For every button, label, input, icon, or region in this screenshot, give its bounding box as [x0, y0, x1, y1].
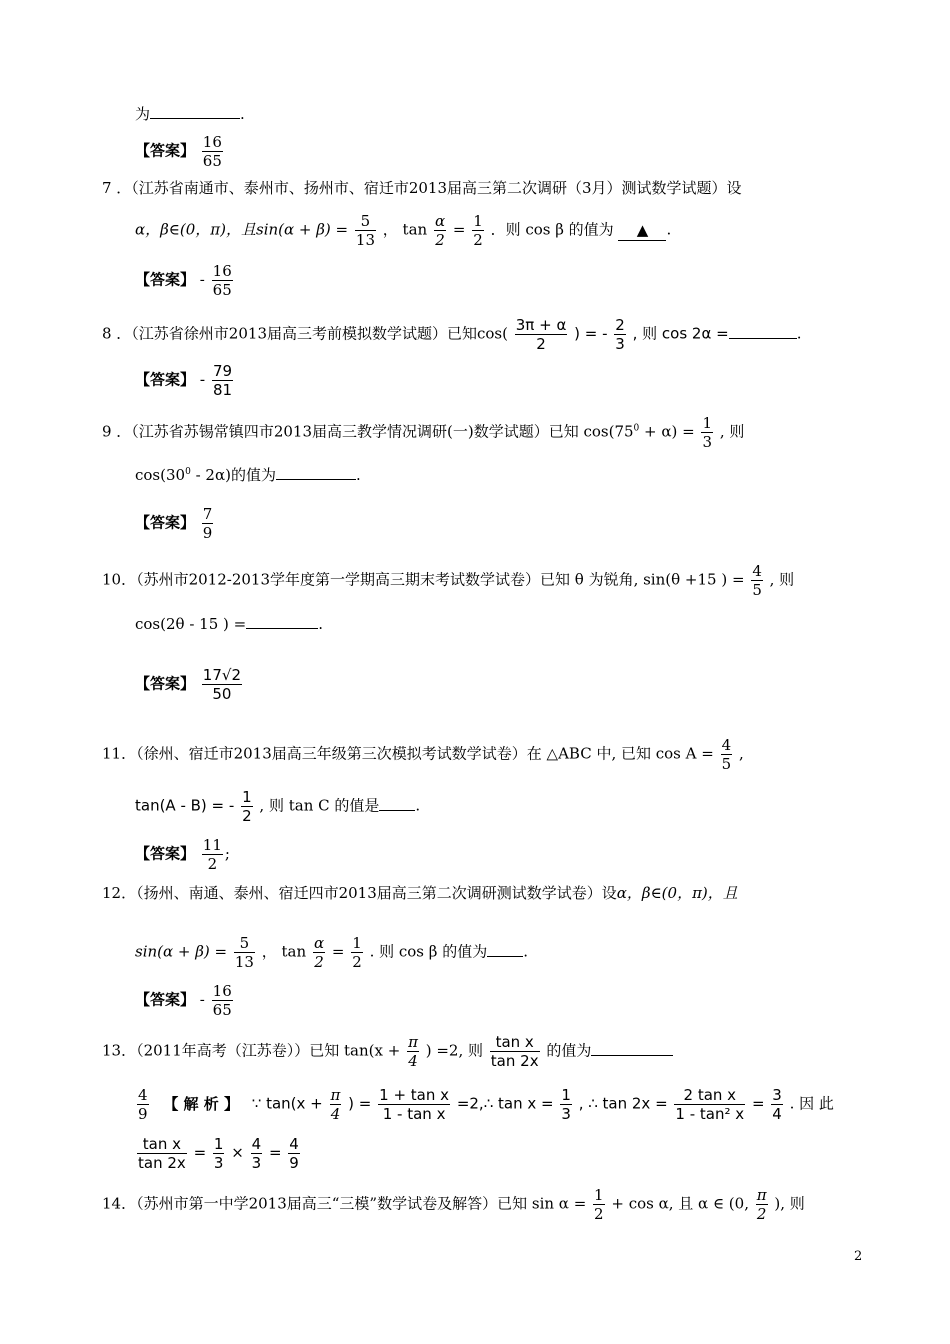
question-11-body: tan(A - B) = - $\frac{1}{2}$ , 则 tan C 的值是 . — [135, 788, 421, 825]
page-number: 2 — [854, 1249, 863, 1264]
question-8: 8 ．（江苏省徐州市2013届高三考前模拟数学试题）已知cos( $\frac{3\pi + \alpha}{2}$ ) = - $\frac{2}{3}$ , 则 cos 2α = . — [102, 316, 802, 353]
answer-12: 【答案】 - $\frac{16}{65}$ — [135, 982, 232, 1019]
answer-8: 【答案】 - $\frac{79}{81}$ — [135, 362, 233, 399]
answer-top: 【答案】 $\frac{16}{65}$ — [135, 133, 222, 170]
top-line: 为 . — [135, 105, 245, 123]
solution-13-line1: $\frac{4}{9}$ 【 解 析 】 ∵ tan(x + $\frac{\pi}{4}$ ) = $\frac{\text{1 + tan x}}{\text{1 - tan x}}$ =2,∴ tan x = $\frac{1}{3}$ , ∴ tan 2x = $\frac{\text{2 tan x}}{\text{1 - tan² x}}$ = $\frac{3}{4}$ . 因 此 — [138, 1086, 834, 1123]
question-10-body: cos(2θ - 15 ) = . — [135, 615, 323, 633]
question-9-body: $\cos(30^0 - 2\alpha)$的值为 . — [135, 466, 361, 484]
answer-marker: ▲ — [618, 220, 666, 241]
question-12-header: 12．（扬州、南通、泰州、宿迁四市2013届高三第二次调研测试数学试卷）设α，β∈(0，π)，且 — [102, 884, 738, 902]
question-7-header: 7 ．（江苏省南通市、泰州市、扬州市、宿迁市2013届高三第二次调研（3月）测试数学试题）设 — [102, 179, 742, 197]
question-12-body: sin(α + β) = $\frac{5}{13}$ ， tan $\frac{\alpha}{2}$ = $\frac{1}{2}$ . 则 cos β 的值为 . — [135, 934, 528, 971]
answer-10: 【答案】 $\frac{17√2}{50}$ — [135, 666, 241, 703]
answer-7: 【答案】 - $\frac{16}{65}$ — [135, 262, 232, 299]
answer-9: 【答案】 $\frac{7}{9}$ — [135, 505, 213, 542]
answer-11: 【答案】 $\frac{11}{2}$ ; — [135, 836, 230, 873]
question-10-header: 10．（苏州市2012-2013学年度第一学期高三期末考试数学试卷）已知 θ 为锐角, sin(θ +15 ) = $\frac{4}{5}$ , 则 — [102, 562, 795, 599]
question-13: 13．（2011年高考（江苏卷））已知 tan(x + $\frac{\pi}{4}$ ) =2, 则 $\frac{\text{tan x}}{\tan 2x}$ 的值为 — [102, 1033, 673, 1070]
solution-13-line2: $\frac{\text{tan x}}{\tan 2x}$ = $\frac{1}{3}$ × $\frac{4}{3}$ = $\frac{4}{9}$ — [138, 1135, 299, 1172]
question-7-body: α，β∈(0，π)，且sin(α + β) = $\frac{5}{13}$ ， tan $\frac{\alpha}{2}$ = $\frac{1}{2}$ ．则 cos β 的值为 ▲ . — [135, 212, 672, 249]
question-11-header: 11．（徐州、宿迁市2013届高三年级第三次模拟考试数学试卷）在 △ABC 中, 已知 cos A = $\frac{4}{5}$ , — [102, 736, 744, 773]
question-9-header: 9 ．（江苏省苏锡常镇四市2013届高三教学情况调研(一)数学试题）已知 $\cos(75^0 + \alpha)$ = $\frac{1}{3}$ , 则 — [102, 414, 745, 451]
question-14: 14．（苏州市第一中学2013届高三“三模”数学试卷及解答）已知 sin α = $\frac{1}{2}$ + cos α, 且 α ∈ (0, $\frac{\pi}{2}$ ), 则 — [102, 1186, 805, 1223]
